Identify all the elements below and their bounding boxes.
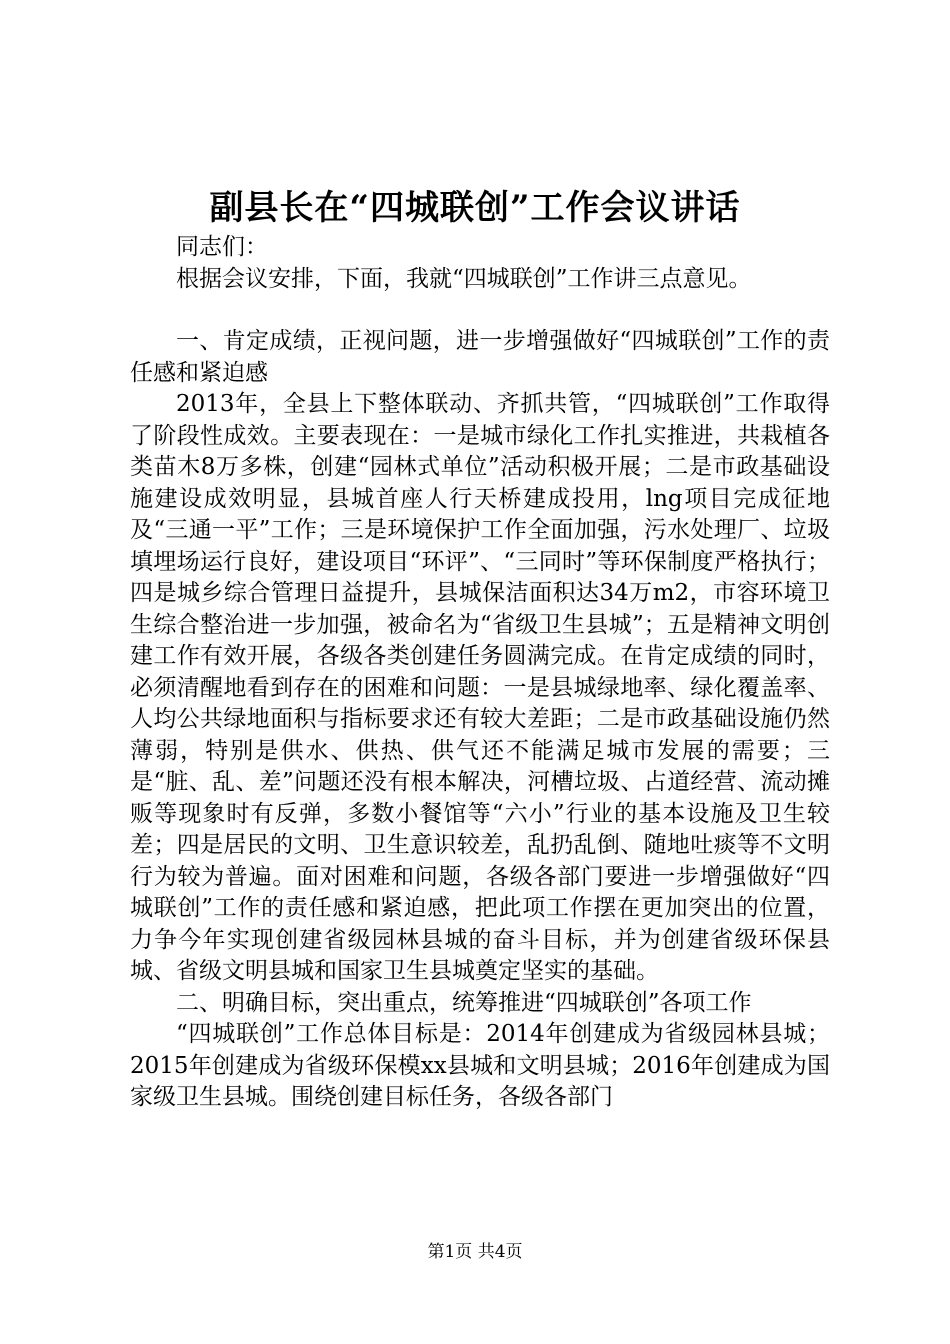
document-title: 副县长在“四城联创”工作会议讲话 bbox=[209, 188, 741, 228]
document-body bbox=[130, 232, 830, 1114]
section-heading-2: 二、明确目标，突出重点，统筹推进“四城联创”各项工作 bbox=[176, 989, 752, 1016]
body-paragraph-goals: “四城联创”工作总体目标是：2014年创建成为省级园林县城；2015年创建成为省级环保模xx县城和文明县城；2016年创建成为国家级卫生县城。围绕创建目标任务，各级各部门 bbox=[130, 1021, 830, 1110]
salutation-paragraph: 同志们： bbox=[176, 234, 268, 260]
intro-paragraph: 根据会议安排，下面，我就“四城联创”工作讲三点意见。 bbox=[176, 265, 752, 292]
body-paragraph-achievements: 2013年，全县上下整体联动、齐抓共管，“四城联创”工作取得了阶段性成效。主要表现在：一是城市绿化工作扎实推进，共栽植各类苗木8万多株，创建“园林式单位”活动积极开展；二是市政基础设施建设成效明显，县城首座人行天桥建成投用，lng项目完成征地及“三通一平”工作；三是环境保护工作全面加强，污水处理厂、垃圾填埋场运行良好，建设项目“环评”、“三同时”等环保制度严格执行；四是城乡综合管理日益提升，县城保洁面积达34万m2，市容环境卫生综合整治进一步加强，被命名为“省级卫生县城”；五是精神文明创建工作有效开展，各级各类创建任务圆满完成。在肯定成绩的同时，必须清醒地看到存在的困难和问题：一是县城绿地率、绿化覆盖率、人均公共绿地面积与指标要求还有较大差距；二是市政基础设施仍然薄弱，特别是供水、供热、供气还不能满足城市发展的需要；三是“脏、乱、差”问题还没有根本解决，河槽垃圾、占道经营、流动摊贩等现象时有反弹，多数小餐馆等“六小”行业的基本设施及卫生较差；四是居民的文明、卫生意识较差，乱扔乱倒、随地吐痰等不文明行为较为普遍。面对困难和问题，各级各部门要进一步增强做好“四城联创”工作的责任感和紧迫感，把此项工作摆在更加突出的位置，力争今年实现创建省级园林县城的奋斗目标，并为创建省级环保县城、省级文明县城和国家卫生县城奠定坚实的基础。 bbox=[130, 391, 830, 984]
section-heading-1: 一、肯定成绩，正视问题，进一步增强做好“四城联创”工作的责任感和紧迫感 bbox=[130, 328, 830, 386]
page-number-footer: 第1页 共4页 bbox=[427, 1242, 523, 1262]
